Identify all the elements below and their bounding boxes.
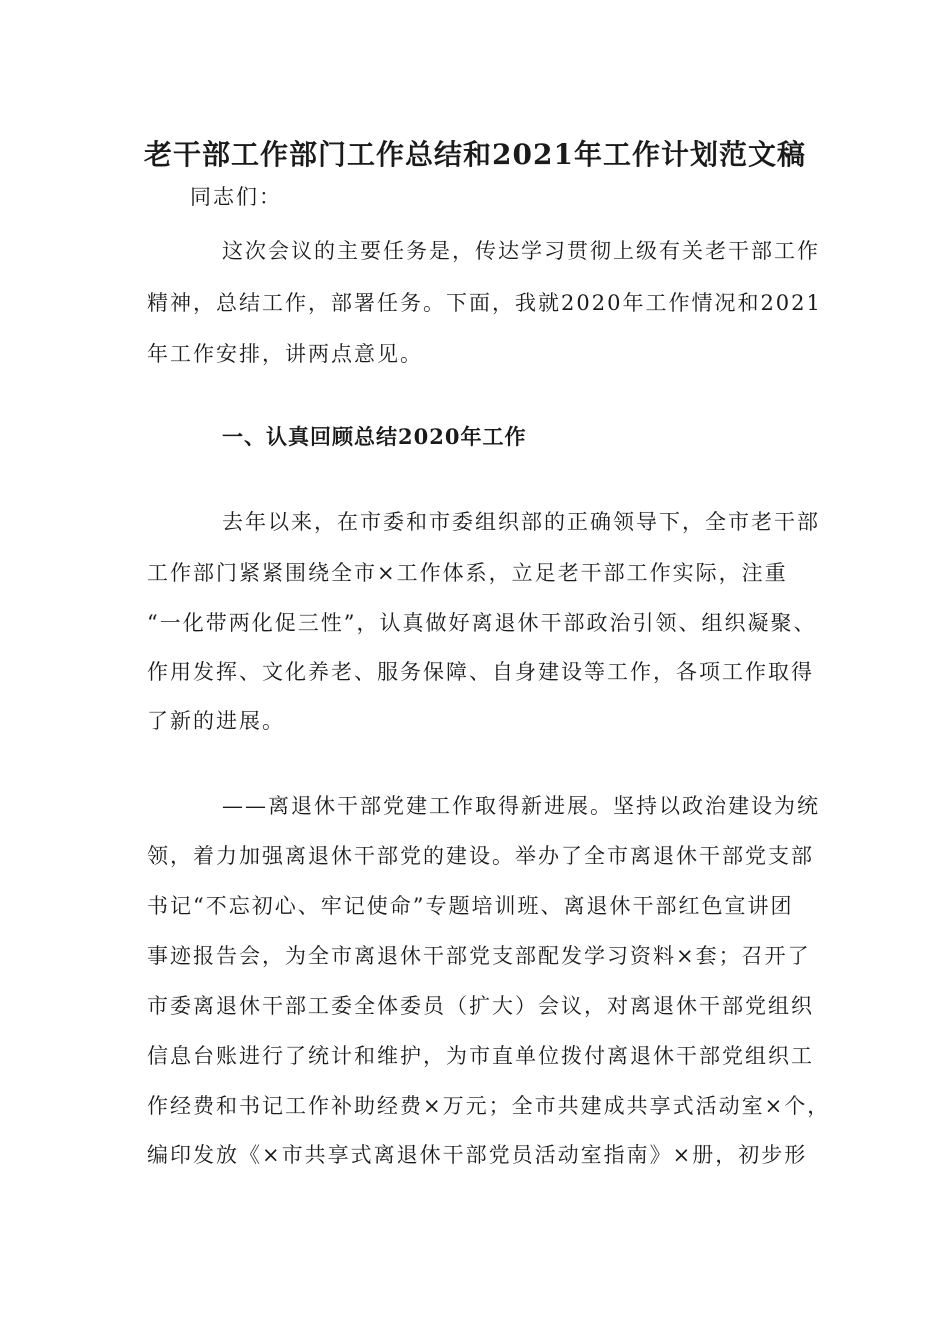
paragraph-line: 作经费和书记工作补助经费×万元；全市共建成共享式活动室×个， [147,1094,831,1118]
paragraph-line: 去年以来，在市委和市委组织部的正确领导下，全市老干部 [222,510,820,534]
section-heading: 一、认真回顾总结2020年工作 [222,424,527,449]
salutation: 同志们： [190,185,282,209]
intro-line: 精神，总结工作，部署任务。下面，我就2020年工作情况和2021 [147,291,822,315]
paragraph-line: 领，着力加强离退休干部党的建设。举办了全市离退休干部党支部 [147,844,814,868]
paragraph-line: 书记“不忘初心、牢记使命”专题培训班、离退休干部红色宣讲团 [147,894,794,918]
paragraph-line: 信息台账进行了统计和维护，为市直单位拨付离退休干部党组织工 [147,1044,814,1068]
paragraph-line: 了新的进展。 [147,709,285,733]
document-title: 老干部工作部门工作总结和2021年工作计划范文稿 [144,138,806,171]
paragraph-line: 作用发挥、文化养老、服务保障、自身建设等工作，各项工作取得 [147,660,814,684]
paragraph-line: 编印发放《×市共享式离退休干部党员活动室指南》×册，初步形 [147,1143,808,1167]
intro-line: 这次会议的主要任务是，传达学习贯彻上级有关老干部工作 [222,239,820,263]
paragraph-line: 工作部门紧紧围绕全市×工作体系，立足老干部工作实际，注重 [147,561,788,585]
intro-line: 年工作安排，讲两点意见。 [147,342,423,366]
paragraph-line: 市委离退休干部工委全体委员（扩大）会议，对离退休干部党组织 [147,994,814,1018]
paragraph-line: 事迹报告会，为全市离退休干部党支部配发学习资料×套；召开了 [147,944,811,968]
paragraph-line: ——离退休干部党建工作取得新进展。坚持以政治建设为统 [222,794,820,818]
paragraph-line: “一化带两化促三性”，认真做好离退休干部政治引领、组织凝聚、 [147,611,817,635]
